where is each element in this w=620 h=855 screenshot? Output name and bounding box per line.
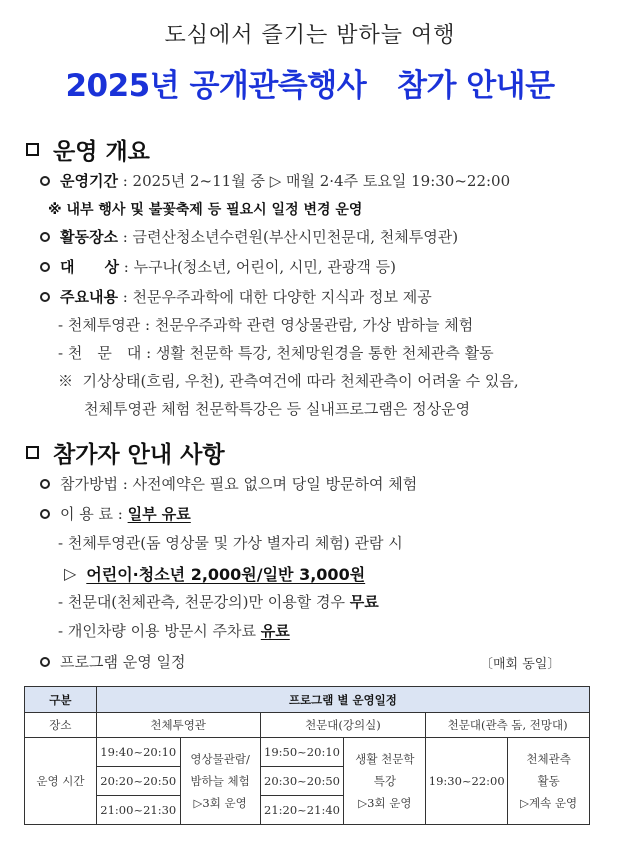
time-cell: 19:50~20:10: [260, 738, 344, 767]
target-value: : 누구나(청소년, 어린이, 시민, 관광객 등): [118, 258, 397, 276]
time-cell: 19:40~20:10: [96, 738, 180, 767]
lecture-desc-cell: [344, 738, 426, 825]
circle-bullet-icon: [40, 479, 50, 489]
fee-price: 어린이·청소년 2,000원/일반 3,000원: [86, 565, 366, 584]
schedule-change-note: ※ 내부 행사 및 불꽃축제 등 필요시 일정 변경 운영: [48, 202, 363, 218]
time-cell: 20:20~20:50: [96, 767, 180, 796]
section-title: 참가자 안내 사항: [53, 442, 225, 468]
period-line: [40, 170, 510, 191]
time-cell: 20:30~20:50: [260, 767, 344, 796]
weather-note-continued: 천체투영관 체험 천문학특강은 등 실내프로그램은 정상운영: [84, 400, 471, 418]
section-title: 운영 개요: [53, 139, 150, 165]
place-cell: 장소: [25, 713, 97, 738]
target-label: 대 상: [60, 258, 119, 276]
table-row: [25, 738, 590, 767]
period-label: 운영기간: [60, 172, 118, 190]
table-row: [25, 713, 590, 738]
desc-line: 영상물관람/: [190, 752, 250, 766]
place-line: [40, 226, 458, 247]
header-schedule: 프로그램 별 운영일정: [96, 687, 589, 713]
desc-line: 밤하늘 체험: [190, 774, 250, 788]
content-sub-planetarium: - 천체투영관 : 천문우주과학 관련 영상물관람, 가상 밤하늘 체험: [58, 316, 474, 334]
desc-line: 특강: [373, 774, 396, 788]
planetarium-desc-cell: [180, 738, 260, 825]
fee-sub-planetarium: - 천체투영관(돔 영상물 및 가상 별자리 체험) 관람 시: [58, 534, 403, 552]
venue-planetarium: 천체투영관: [96, 713, 260, 738]
fee-value: 일부 유료: [127, 505, 191, 523]
venue-lecture-room: 천문대(강의실): [260, 713, 426, 738]
fee-line: [40, 503, 191, 524]
circle-bullet-icon: [40, 232, 50, 242]
free-label: 무료: [349, 593, 379, 611]
place-label: 활동장소: [60, 228, 118, 246]
time-cell: 21:00~21:30: [96, 796, 180, 825]
observation-desc-cell: [508, 738, 590, 825]
section-heading-overview: [26, 133, 150, 166]
header-category: 구분: [25, 687, 97, 713]
square-bullet-icon: [26, 446, 39, 459]
fee-sub-parking: [58, 620, 290, 641]
circle-bullet-icon: [40, 262, 50, 272]
fee-sub-observatory-text: - 천문대(천체관측, 천문강의)만 이용할 경우: [58, 593, 350, 611]
parking-fee: 유료: [260, 622, 290, 640]
content-value: : 천문우주과학에 대한 다양한 지식과 정보 제공: [117, 288, 432, 306]
parking-text: - 개인차량 이용 방문시 주차료: [58, 622, 261, 640]
desc-line: 천체관측: [526, 752, 571, 766]
fee-price-line: [64, 562, 365, 585]
desc-line: 활동: [537, 774, 560, 788]
desc-line: ▷3회 운영: [193, 796, 247, 810]
square-bullet-icon: [26, 143, 39, 156]
schedule-line: [40, 651, 185, 672]
content-sub-observatory: - 천 문 대 : 생활 천문학 특강, 천체망원경을 통한 천체관측 활동: [58, 344, 494, 362]
content-line: [40, 286, 432, 307]
desc-line: 생활 천문학: [355, 752, 415, 766]
period-value: : 2025년 2~11월 중 ▷ 매월 2·4주 토요일 19:30~22:00: [117, 172, 511, 190]
venue-observation-dome: 천문대(관측 돔, 전망대): [426, 713, 590, 738]
circle-bullet-icon: [40, 176, 50, 186]
circle-bullet-icon: [40, 292, 50, 302]
subtitle: 도심에서 즐기는 밤하늘 여행: [164, 23, 456, 48]
place-value: : 금련산청소년수련원(부산시민천문대, 천체투영관): [117, 228, 459, 246]
circle-bullet-icon: [40, 509, 50, 519]
desc-line: ▷계속 운영: [520, 796, 578, 810]
schedule-table: [24, 686, 590, 825]
fee-label: 이 용 료 :: [60, 505, 128, 523]
observation-time-cell: 19:30~22:00: [426, 738, 508, 825]
content-label: 주요내용: [60, 288, 118, 306]
method-text: 참가방법 : 사전예약은 필요 없으며 당일 방문하여 체험: [60, 475, 418, 493]
schedule-note: 〔매회 동일〕: [480, 657, 561, 672]
time-label-cell: 운영 시간: [25, 738, 97, 825]
table-header-row: [25, 687, 590, 713]
section-heading-participant: [26, 436, 225, 469]
circle-bullet-icon: [40, 657, 50, 667]
target-line: [40, 256, 396, 277]
page-title: 2025년 공개관측행사 참가 안내문: [65, 68, 555, 104]
weather-note: ※ 기상상태(흐림, 우천), 관측여건에 따라 천체관측이 어려울 수 있음,: [58, 372, 519, 390]
method-line: [40, 473, 417, 494]
arrow-icon: ▷: [64, 564, 77, 583]
desc-line: ▷3회 운영: [358, 796, 412, 810]
schedule-label: 프로그램 운영 일정: [60, 653, 186, 671]
time-cell: 21:20~21:40: [260, 796, 344, 825]
fee-sub-observatory: [58, 591, 379, 612]
